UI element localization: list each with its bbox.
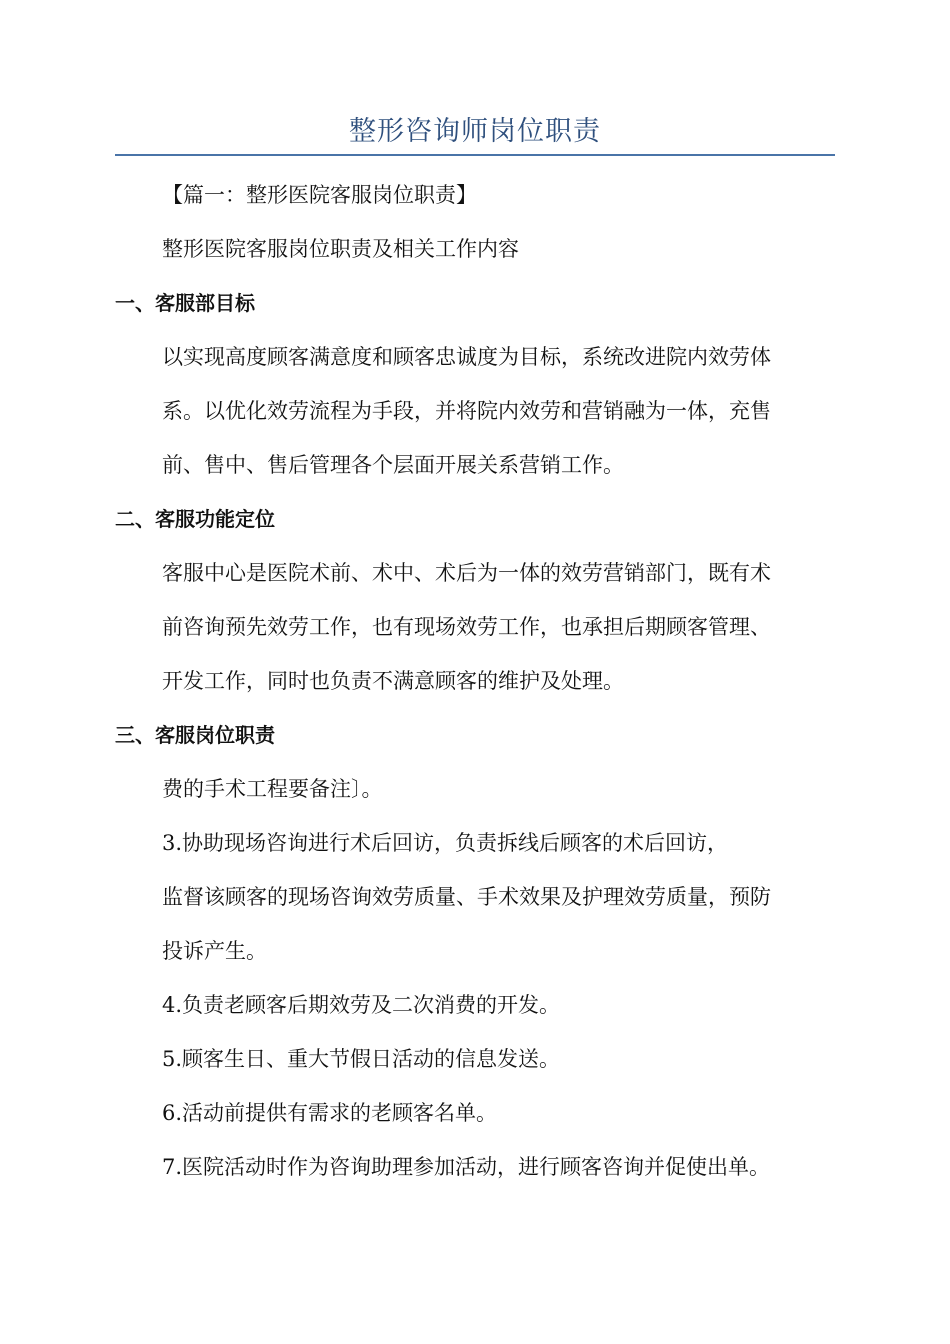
paragraph-line: 费的手术工程要备注〕。 [162, 777, 383, 801]
list-item-4: 4.负责老顾客后期效劳及二次消费的开发。 [162, 993, 561, 1017]
heading-function: 二、客服功能定位 [115, 507, 275, 531]
list-item-6: 6.活动前提供有需求的老顾客名单。 [162, 1101, 498, 1125]
paragraph-line: 前、售中、售后管理各个层面开展关系营销工作。 [162, 453, 624, 477]
paragraph-line: 开发工作，同时也负责不满意顾客的维护及处理。 [162, 669, 624, 693]
paragraph-line: 客服中心是医院术前、术中、术后为一体的效劳营销部门，既有术 [162, 561, 771, 585]
section-tag: 【篇一：整形医院客服岗位职责】 [162, 183, 477, 207]
paragraph-line: 以实现高度顾客满意度和顾客忠诚度为目标，系统改进院内效劳体 [162, 345, 771, 369]
list-item-3: 3.协助现场咨询进行术后回访，负责拆线后顾客的术后回访， [162, 831, 729, 855]
list-item-3-cont: 监督该顾客的现场咨询效劳质量、手术效果及护理效劳质量，预防 [162, 885, 771, 909]
heading-goals: 一、客服部目标 [115, 291, 255, 315]
heading-duties: 三、客服岗位职责 [115, 723, 275, 747]
document-title: 整形咨询师岗位职责 [349, 116, 601, 147]
title-underline [115, 154, 835, 156]
paragraph-line: 系。以优化效劳流程为手段，并将院内效劳和营销融为一体，充售 [162, 399, 771, 423]
paragraph-line: 前咨询预先效劳工作，也有现场效劳工作，也承担后期顾客管理、 [162, 615, 771, 639]
list-item-3-cont: 投诉产生。 [162, 939, 267, 963]
list-item-5: 5.顾客生日、重大节假日活动的信息发送。 [162, 1047, 561, 1071]
list-item-7: 7.医院活动时作为咨询助理参加活动，进行顾客咨询并促使出单。 [162, 1155, 771, 1179]
subtitle: 整形医院客服岗位职责及相关工作内容 [162, 237, 519, 261]
